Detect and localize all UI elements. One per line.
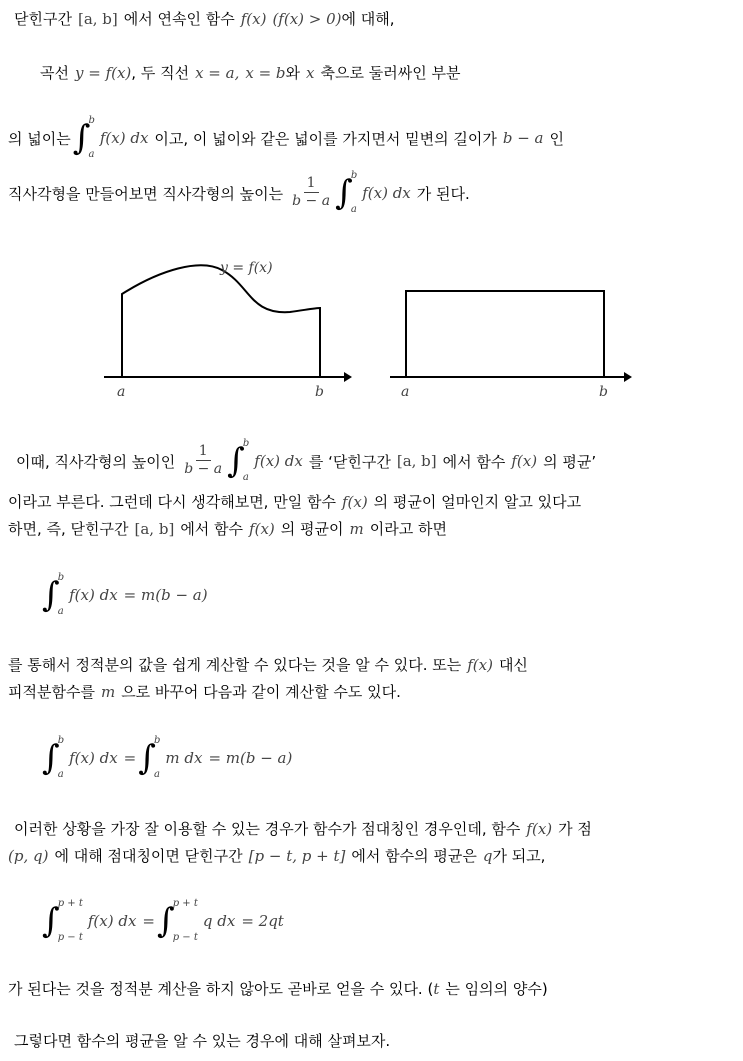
- text: 에서 함수: [180, 520, 244, 538]
- text: 이라고 하면: [369, 520, 447, 538]
- left-a-label: a: [117, 384, 126, 400]
- text: 는 임의의 양수): [445, 980, 548, 998]
- right-arrow: [624, 372, 632, 382]
- text: 축으로 둘러싸인 부분: [320, 64, 461, 82]
- p4-line2: [8, 845, 545, 866]
- text: 이러한 상황을 가장 잘 이용할 수 있는 경우가 함수가 점대칭인 경우인데, 함수: [14, 820, 521, 838]
- area-line: [8, 113, 564, 163]
- integrand: f(x) dx: [254, 452, 303, 470]
- b-minus-a: b − a: [502, 129, 544, 147]
- mean-m: m: [349, 519, 364, 538]
- integral-sign: ∫ b a: [42, 572, 65, 617]
- curve-label: y = f(x): [220, 260, 273, 276]
- interval: [a, b]: [77, 9, 118, 28]
- rectangle: [406, 291, 604, 377]
- right-a-label: a: [401, 384, 410, 400]
- text: 에 대해,: [341, 10, 395, 28]
- function-fx: f(x): [467, 655, 493, 674]
- rhs: = m(b − a): [123, 586, 208, 604]
- text: 에 대해 점대칭이면 닫힌구간: [54, 847, 243, 865]
- var-t: t: [433, 979, 440, 998]
- fraction: $\frac{1}{b - a}$: [292, 175, 331, 209]
- text: 의 평균이 얼마인지 알고 있다고: [373, 493, 582, 511]
- rhs: = 2qt: [241, 912, 284, 930]
- p6-line: [14, 1030, 390, 1051]
- mean-p2-line2: [8, 518, 447, 539]
- integrand: f(x) dx: [69, 749, 118, 767]
- text: 의 평균’: [543, 452, 597, 471]
- equation-2: [40, 733, 292, 783]
- text: 닫힌구간: [14, 10, 72, 28]
- curve-line: [40, 62, 460, 83]
- integrand: f(x) dx: [69, 586, 118, 604]
- text: 에서 함수: [442, 452, 506, 471]
- text: 이라고 부른다. 그런데 다시 생각해보면, 만일 함수: [8, 493, 336, 511]
- mean-p2-line1: [8, 491, 581, 512]
- mean-def-line: [16, 436, 596, 486]
- function-fx: f(x): [511, 452, 538, 470]
- equation-1: [40, 570, 208, 620]
- integrand: f(x) dx: [362, 184, 411, 202]
- text: 그렇다면 함수의 평균을 알 수 있는 경우에 대해 살펴보자.: [14, 1032, 391, 1050]
- fraction: $\frac{1}{b - a}$: [184, 443, 223, 477]
- function-fx: f(x): [249, 519, 275, 538]
- text: 의 평균이: [280, 520, 344, 538]
- equals: =: [123, 749, 137, 767]
- text: 를 통해서 정적분의 값을 쉽게 계산할 수 있다는 것을 알 수 있다. 또는: [8, 656, 462, 674]
- function-fx: f(x): [341, 492, 368, 511]
- p4-line1: [14, 818, 592, 839]
- text: 인: [549, 129, 564, 148]
- text: 하면, 즉, 닫힌구간: [8, 520, 129, 538]
- rhs: = m(b − a): [208, 749, 293, 767]
- interval: [a, b]: [396, 452, 437, 470]
- left-arrow: [344, 372, 352, 382]
- interval: [p − t, p + t]: [248, 846, 346, 865]
- text: 가 된다.: [416, 184, 470, 203]
- text: 의 넓이는: [8, 129, 71, 148]
- line-xb: x = b: [245, 63, 286, 82]
- text: , 두 직선: [131, 64, 190, 82]
- left-b-label: b: [315, 384, 324, 400]
- function-fx: f(x): [526, 819, 553, 838]
- text: 가 점: [558, 820, 592, 838]
- text: 곡선: [40, 64, 69, 82]
- intro-line: [14, 8, 395, 29]
- mean-q: q: [482, 846, 493, 865]
- integral-sign: ∫ b a: [335, 170, 358, 215]
- text: 에서 연속인 함수: [123, 10, 235, 28]
- text: 가 되고,: [492, 847, 546, 865]
- text: 으로 바꾸어 다음과 같이 계산할 수도 있다.: [121, 683, 401, 701]
- p3-line1: [8, 654, 528, 675]
- integral-sign: ∫ b a: [227, 438, 250, 483]
- integrand: f(x) dx: [99, 129, 149, 147]
- mean-m: m: [100, 682, 116, 701]
- interval: [a, b]: [134, 519, 175, 538]
- integrand-q: q dx: [202, 912, 236, 930]
- equation-3: [40, 896, 284, 946]
- integral-sign: ∫ b a: [72, 115, 95, 160]
- text: 를 ‘닫힌구간: [308, 452, 391, 471]
- text: 피적분함수를: [8, 683, 95, 701]
- text: 와: [285, 64, 301, 82]
- x-var: x: [306, 63, 315, 82]
- text: 이고, 이 넓이와 같은 넓이를 가지면서 밑변의 길이가: [154, 129, 497, 148]
- text: 이때, 직사각형의 높이인: [16, 452, 176, 471]
- integral-sign: ∫ p + t p − t: [157, 898, 198, 943]
- text: 가 된다는 것을 정적분 계산을 하지 않아도 곧바로 얻을 수 있다. (: [8, 980, 434, 998]
- condition: (f(x) > 0): [272, 9, 342, 28]
- text: 대신: [498, 656, 528, 674]
- line-xa: x = a,: [195, 63, 240, 82]
- integrand-m: m dx: [165, 749, 203, 767]
- p5-line: [8, 978, 548, 999]
- integral-sign: ∫ b a: [42, 735, 65, 780]
- integral-sign: ∫ p + t p − t: [42, 898, 83, 943]
- equals: =: [142, 912, 155, 930]
- text: 에서 함수의 평균은: [351, 847, 477, 865]
- curve-region: [122, 265, 320, 377]
- integrand: f(x) dx: [87, 912, 137, 930]
- rect-line: [8, 168, 470, 218]
- function-fx: f(x): [240, 9, 267, 28]
- text: 직사각형을 만들어보면 직사각형의 높이는: [8, 184, 284, 203]
- right-b-label: b: [599, 384, 608, 400]
- integral-sign: ∫ b a: [138, 735, 161, 780]
- curve-equation: y = f(x): [74, 63, 132, 82]
- area-figure: [0, 240, 743, 410]
- point-pq: (p, q): [8, 846, 49, 865]
- p3-line2: [8, 681, 401, 702]
